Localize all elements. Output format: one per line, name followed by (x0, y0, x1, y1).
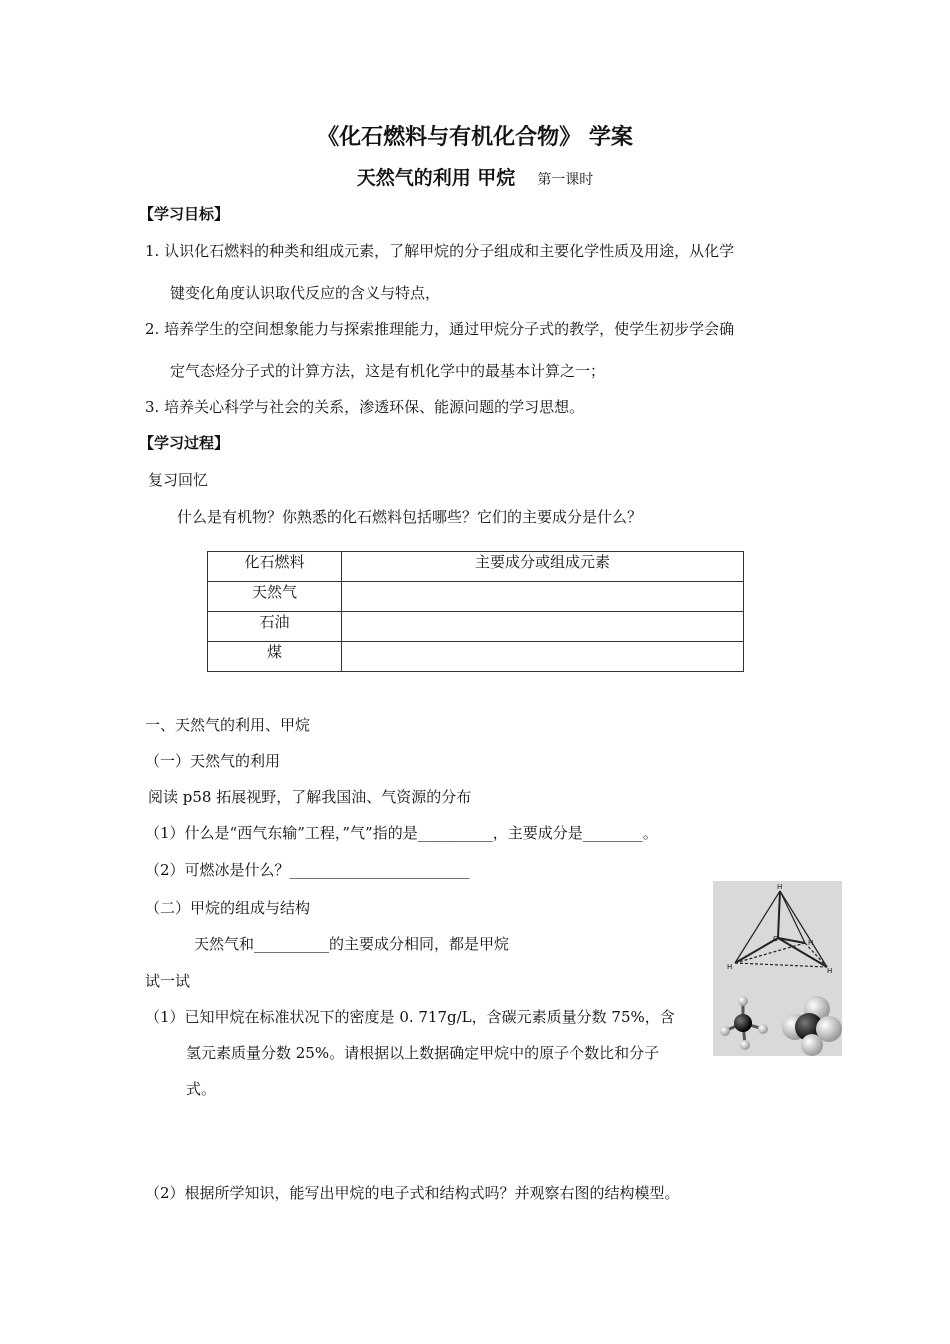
table-cell-fuel: 石油 (208, 612, 342, 642)
hydrogen-atom-ball (758, 1024, 768, 1034)
carbon-atom-ball (734, 1014, 752, 1032)
carbon-label: C (773, 935, 778, 943)
review-label: 复习回忆 (148, 471, 209, 489)
hydrogen-label: H (777, 883, 783, 891)
question-2: （2）可燃冰是什么？________________________ (145, 861, 470, 879)
hydrogen-atom-ball (720, 1026, 730, 1036)
table-cell-fuel: 天然气 (208, 582, 342, 612)
table-cell-component (342, 612, 744, 642)
table-row (208, 642, 744, 672)
methane-model-illustration (713, 881, 842, 1056)
objective-3: 3. 培养关心科学与社会的关系，渗透环保、能源问题的学习思想。 (145, 398, 585, 416)
try-question-1-line-3: 式。 (186, 1080, 217, 1098)
process-heading: 【学习过程】 (139, 434, 230, 452)
objective-1-line-1: 1. 认识化石燃料的种类和组成元素，了解甲烷的分子组成和主要化学性质及用途，从化学 (145, 242, 735, 260)
table-cell-component (342, 582, 744, 612)
table-row (208, 612, 744, 642)
fossil-fuel-table (207, 551, 744, 672)
document-subtitle (0, 163, 950, 190)
hydrogen-atom-ball (738, 996, 748, 1006)
subsection-2-title: （二）甲烷的组成与结构 (145, 899, 311, 917)
objectives-heading: 【学习目标】 (139, 205, 230, 223)
hydrogen-atom-ball (740, 1040, 750, 1050)
methane-structure-figure (713, 881, 842, 1056)
objective-2-line-2: 定气态烃分子式的计算方法，这是有机化学中的最基本计算之一； (170, 362, 606, 380)
reading-instruction: 阅读 p58 拓展视野，了解我国油、气资源的分布 (148, 788, 472, 806)
hydrogen-label: H (808, 939, 814, 947)
table-header-row (208, 552, 744, 582)
review-question: 什么是有机物？你熟悉的化石燃料包括哪些？它们的主要成分是什么？ (177, 508, 643, 526)
try-it-heading: 试一试 (145, 972, 191, 990)
hydrogen-label: H (727, 963, 733, 971)
subtitle-lesson: 第一课时 (537, 172, 594, 188)
hydrogen-sphere (801, 1034, 823, 1056)
try-question-1-line-1: （1）已知甲烷在标准状况下的密度是 0. 717g/L，含碳元素质量分数 75%，含 (145, 1008, 675, 1026)
objective-2-line-1: 2. 培养学生的空间想象能力与探索推理能力，通过甲烷分子式的教学，使学生初步学会确 (145, 320, 735, 338)
objective-1-line-2: 键变化角度认识取代反应的含义与特点， (170, 284, 441, 302)
try-question-2: （2）根据所学知识，能写出甲烷的电子式和结构式吗？并观察右图的结构模型。 (145, 1184, 680, 1202)
fill-in-sentence: 天然气和__________的主要成分相同，都是甲烷 (194, 935, 510, 953)
table-row (208, 582, 744, 612)
subtitle-main: 天然气的利用 甲烷 (356, 167, 516, 189)
question-1: （1）什么是“西气东输”工程，”气”指的是__________，主要成分是________。 (145, 824, 658, 842)
try-question-1-line-2: 氢元素质量分数 25%。请根据以上数据确定甲烷中的原子个数比和分子 (186, 1044, 660, 1062)
table-cell-component (342, 642, 744, 672)
section-1-title: 一、天然气的利用、甲烷 (145, 716, 311, 734)
hydrogen-label: H (827, 967, 833, 975)
table-header-component: 主要成分或组成元素 (342, 552, 744, 582)
subsection-1-title: （一）天然气的利用 (145, 752, 281, 770)
table-cell-fuel: 煤 (208, 642, 342, 672)
table-header-fuel: 化石燃料 (208, 552, 342, 582)
document-title: 《化石燃料与有机化合物》 学案 (317, 124, 633, 150)
